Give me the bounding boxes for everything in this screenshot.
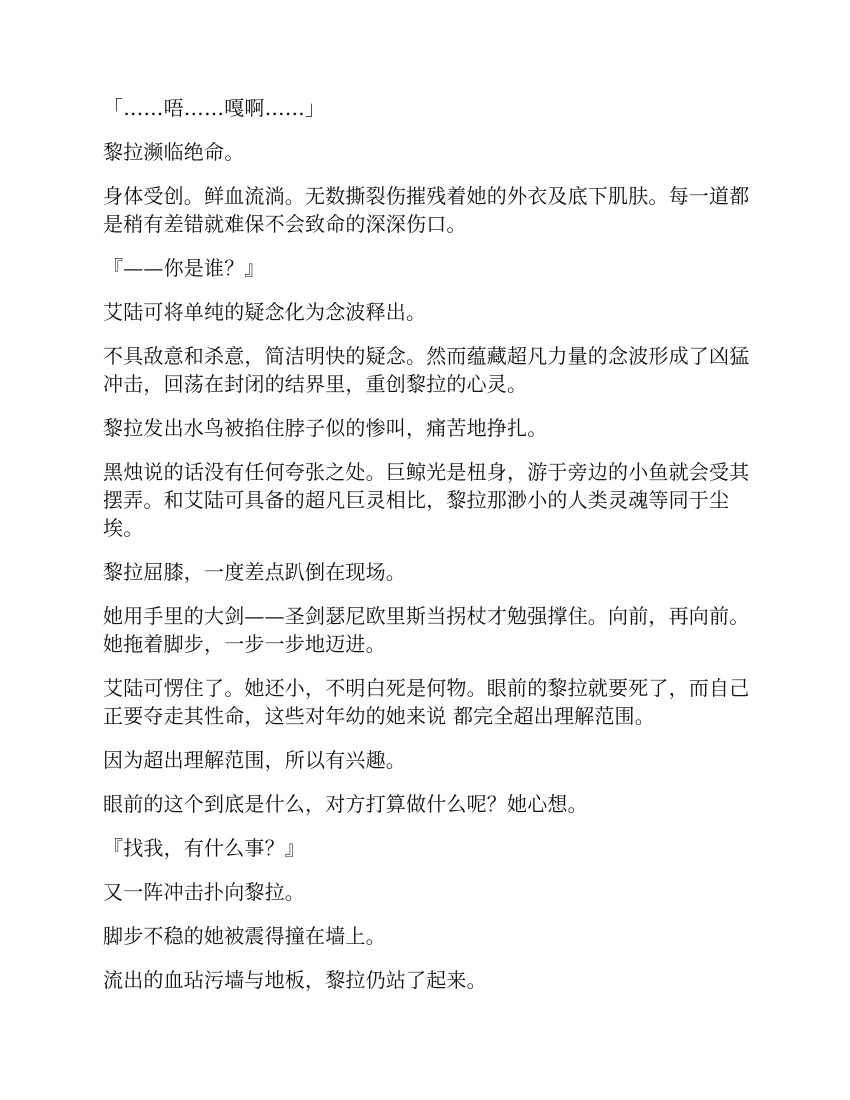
paragraph: 艾陆可愣住了。她还小，不明白死是何物。眼前的黎拉就要死了，而自己正要夺走其性命，这些对年幼的她来说 都完全超出理解范围。: [103, 676, 750, 728]
document-body: [103, 94, 751, 1010]
paragraph: 又一阵冲击扑向黎拉。: [103, 880, 305, 904]
paragraph: 黎拉屈膝，一度差点趴倒在现场。: [103, 560, 406, 584]
paragraph: 『找我，有什么事？』: [103, 836, 305, 860]
paragraph: 『——你是谁？』: [103, 256, 265, 280]
paragraph: 黎拉发出水鸟被掐住脖子似的惨叫，痛苦地挣扎。: [103, 416, 548, 440]
paragraph: 「……唔……嘎啊……」: [103, 96, 326, 120]
paragraph: 黑烛说的话没有任何夸张之处。巨鲸光是杻身，游于旁边的小鱼就会受其摆弄。和艾陆可具备的超凡巨灵相比，黎拉那渺小的人类灵魂等同于尘埃。: [103, 460, 750, 540]
paragraph: 流出的血玷污墙与地板，黎拉仍站了起来。: [103, 968, 487, 992]
paragraph: 因为超出理解范围，所以有兴趣。: [103, 748, 406, 772]
paragraph: 脚步不稳的她被震得撞在墙上。: [103, 924, 386, 948]
paragraph: 她用手里的大剑——圣剑瑟尼欧里斯当拐杖才勉强撑住。向前，再向前。她拖着脚步，一步一步地迈进。: [103, 604, 750, 656]
paragraph: 不具敌意和杀意，简洁明快的疑念。然而蕴藏超凡力量的念波形成了凶猛冲击，回荡在封闭的结界里，重创黎拉的心灵。: [103, 344, 750, 396]
paragraph: 身体受创。鲜血流淌。无数撕裂伤摧残着她的外衣及底下肌肤。每一道都是稍有差错就难保不会致命的深深伤口。: [103, 184, 750, 236]
paragraph: 黎拉濒临绝命。: [103, 140, 245, 164]
paragraph: 艾陆可将单纯的疑念化为念波释出。: [103, 300, 427, 324]
paragraph: 眼前的这个到底是什么，对方打算做什么呢？她心想。: [103, 792, 588, 816]
